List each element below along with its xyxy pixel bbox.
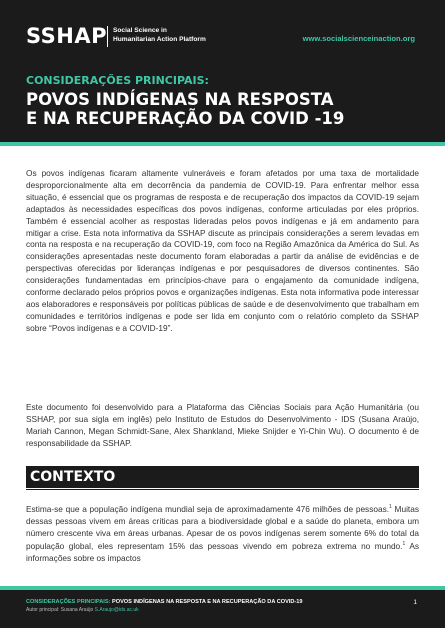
header-accent-bar [0,142,445,146]
document-kicker: CONSIDERAÇÕES PRINCIPAIS: [26,74,209,87]
footer [0,590,445,628]
footer-title [26,599,303,605]
header [0,0,445,142]
logo-subtitle [113,27,206,44]
context-text-a: Estima-se que a população indígena mundial seja de aproximadamente 476 milhões de pessoas. [26,503,390,514]
logo-subtitle-line1: Social Science in [113,27,167,34]
sshap-logo[interactable]: SSHAP [26,24,108,48]
logo-divider [107,26,108,47]
page-number: 1 [413,599,417,606]
context-text-c: As informações sobre os impactos [26,541,419,564]
context-text-b: Muitas dessas pessoas vivem em áreas críticas para a biodiversidade global e a saúde do planeta, embora um número crescente viva em áreas urbanas. Apesar de os povos indígenas serem somente 6% do total da população global, eles representam 15% das pessoas vivendo em pobreza extrema no mundo. [26,503,419,552]
footer-author-label: Autor principal: Susana Araújo [26,607,95,613]
logo-subtitle-line2: Humanitarian Action Platform [113,35,206,43]
title-line1: POVOS INDÍGENAS NA RESPOSTA [26,90,334,109]
section-title: CONTEXTO [30,469,116,485]
footer-author [26,607,139,613]
title-line2: E NA RECUPERAÇÃO DA COVID -19 [26,109,345,128]
document-title [26,90,426,128]
section-header-contexto [26,466,419,490]
author-email-link[interactable]: S.Araujo@ids.ac.uk [94,607,139,613]
authorship-paragraph: Este documento foi desenvolvido para a Plataforma das Ciências Sociais para Ação Humanitária (ou SSHAP, por sua sigla em inglês) pelo Instituto de Estudos do Desenvolvimento - IDS (Susana Araújo, Mariah Cannon, Megan Schmidt-Sane, Alex Shankland, Mieke Snijder e Yi-Chin Wu). O documento é de responsabilidade da SSHAP. [26,402,419,448]
footer-kicker: CONSIDERAÇÕES PRINCIPAIS: [26,599,111,605]
website-link[interactable]: www.socialscienceinaction.org [302,34,415,43]
footnote-ref-1[interactable]: 1 [389,504,392,510]
intro-paragraph: Os povos indígenas ficaram altamente vulneráveis e foram afetados por uma taxa de mortalidade desproporcionalmente alta em decorrência da pandemia de COVID-19. Para enfrentar melhor essa situação, é essencial que os programas de resposta e de recuperação dos impactos da COVID-19 sejam adaptados às necessidades específicas dos povos indígenas, conforme articuladas por eles próprios. Também é essencial acolher as respostas lideradas pelos povos indígenas e já em andamento para mitigar a crise. Esta nota informativa da SSHAP discute as principais considerações a serem levadas em conta na resposta e na recuperação da COVID-19, com foco na Região Amazônica da América do Sul. As considerações apresentadas neste documento foram elaboradas a partir da análise de evidências e de perspectivas oferecidas por lideranças indígenas e por pesquisadores de diversos continentes. São considerações fundamentadas em princípios-chave para o engajamento da comunidade indígena, conforme declarado pelos próprios povos e organizações indígenas. Esta nota informativa pode interessar aos elaboradores e responsáveis por políticas públicas de saúde e de desenvolvimento que trabalham em comunidades e territórios indígenas e pode ser lida em conjunto com o relatório completo da SSHAP sobre “Povos indígenas e a COVID-19”. [26,168,419,333]
context-paragraph [26,502,419,565]
footer-title-text: POVOS INDÍGENAS NA RESPOSTA E NA RECUPERAÇÃO DA COVID-19 [110,599,303,605]
footnote-ref-2[interactable]: 1 [402,541,406,548]
